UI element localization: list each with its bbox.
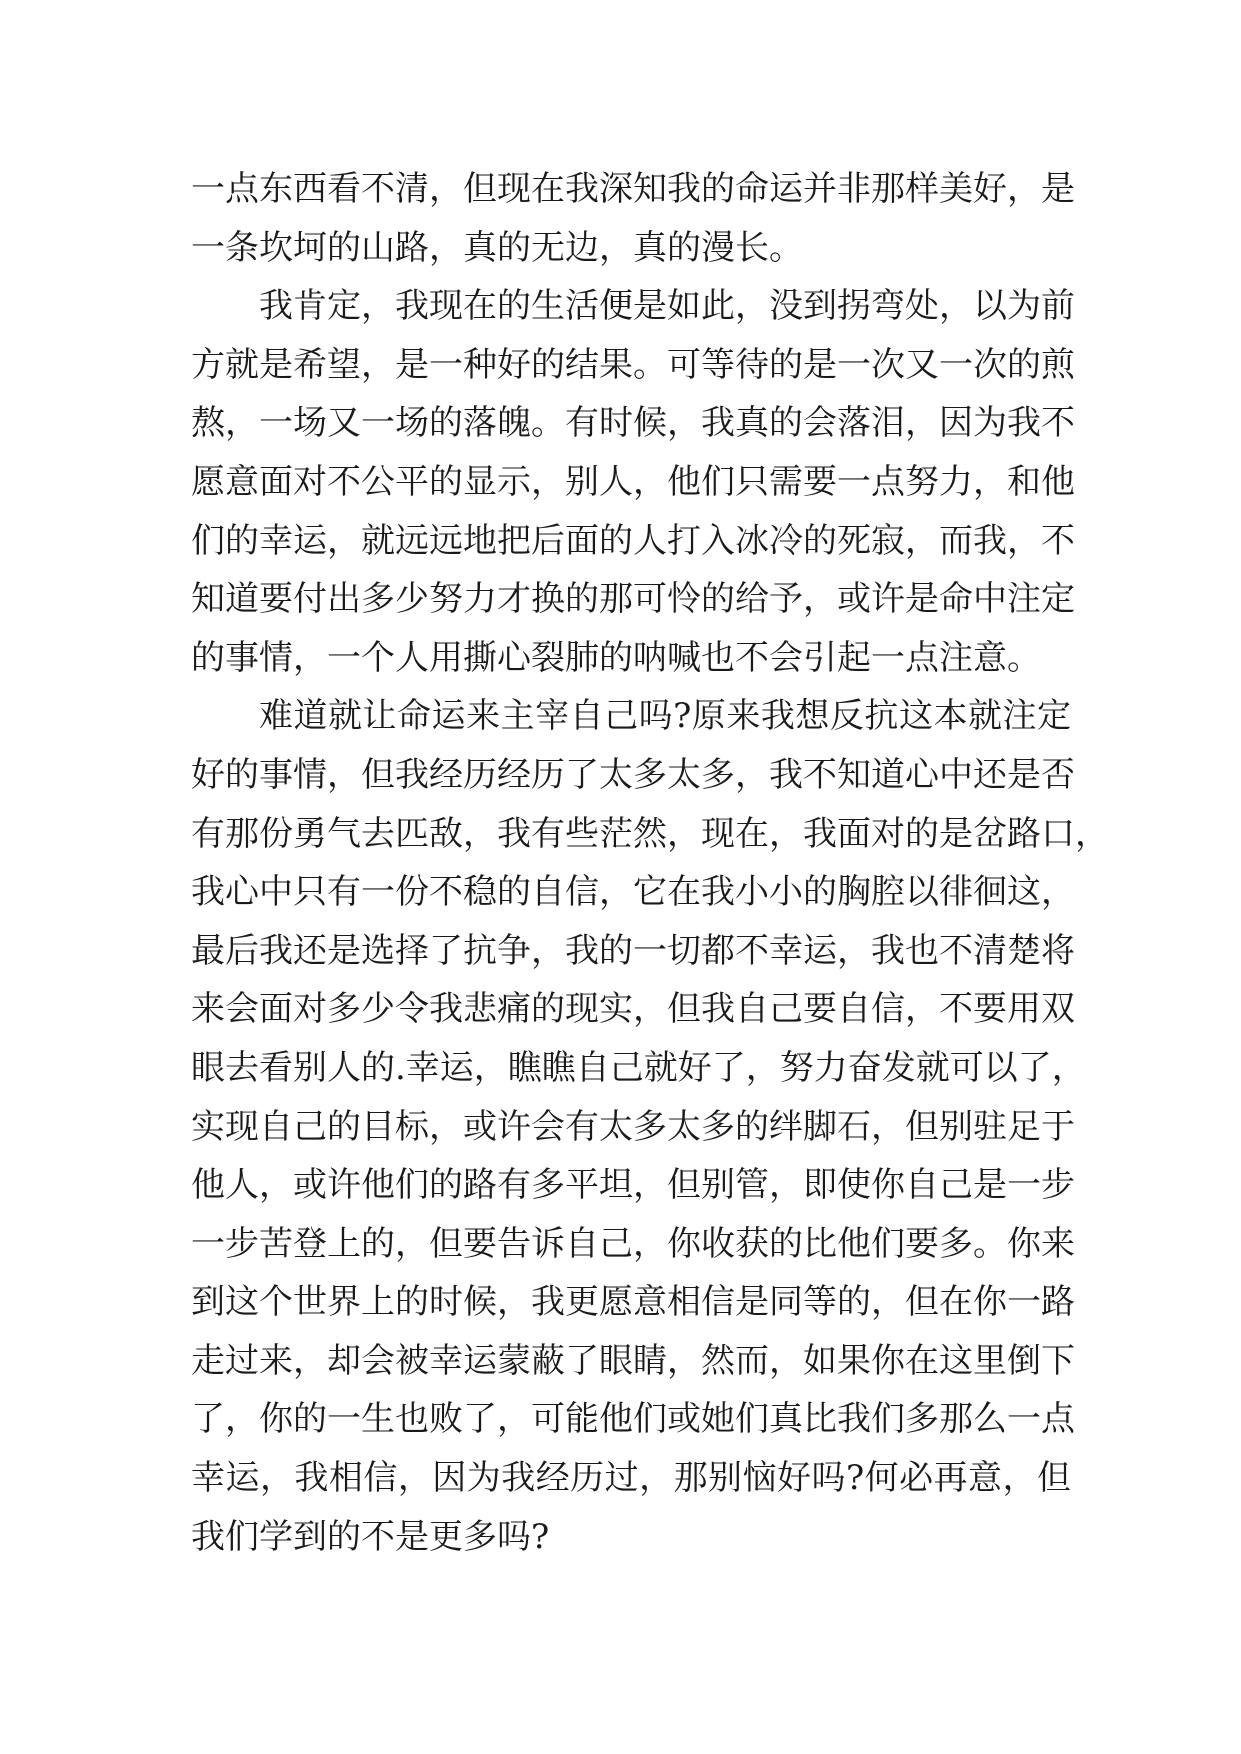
text-line: 的事情，一个人用撕心裂肺的呐喊也不会引起一点注意。 (191, 637, 1041, 678)
text-line: 最后我还是选择了抗争，我的一切都不幸运，我也不清楚将 (191, 930, 1075, 971)
text-line: 实现自己的目标，或许会有太多太多的绊脚石，但别驻足于 (191, 1106, 1075, 1147)
text-line: 有那份勇气去匹敌，我有些茫然，现在，我面对的是岔路口， (191, 813, 1109, 854)
paragraph-start-line: 难道就让命运来主宰自己吗?原来我想反抗这本就注定 (259, 696, 1071, 737)
text-line: 我心中只有一份不稳的自信，它在我小小的胸腔以徘徊这， (191, 872, 1075, 913)
text-line: 我们学到的不是更多吗? (191, 1516, 550, 1557)
text-line: 熬，一场又一场的落魄。有时候，我真的会落泪，因为我不 (191, 403, 1075, 444)
text-line: 眼去看别人的.幸运，瞧瞧自己就好了，努力奋发就可以了， (191, 1047, 1086, 1088)
text-line: 知道要付出多少努力才换的那可怜的给予，或许是命中注定 (191, 579, 1075, 620)
text-line: 他人，或许他们的路有多平坦，但别管，即使你自己是一步 (191, 1165, 1075, 1206)
text-line: 们的幸运，就远远地把后面的人打入冰冷的死寂，而我，不 (191, 520, 1075, 561)
text-line: 走过来，却会被幸运蒙蔽了眼睛，然而，如果你在这里倒下 (191, 1340, 1075, 1381)
paragraph-start-line: 我肯定，我现在的生活便是如此，没到拐弯处，以为前 (259, 286, 1075, 327)
essay-body (191, 160, 1109, 1566)
text-line: 来会面对多少令我悲痛的现实，但我自己要自信，不要用双 (191, 989, 1075, 1030)
text-line: 一步苦登上的，但要告诉自己，你收获的比他们要多。你来 (191, 1223, 1075, 1264)
text-line: 好的事情，但我经历经历了太多太多，我不知道心中还是否 (191, 754, 1075, 795)
text-line: 到这个世界上的时候，我更愿意相信是同等的，但在你一路 (191, 1282, 1075, 1323)
text-line: 愿意面对不公平的显示，别人，他们只需要一点努力，和他 (191, 461, 1075, 502)
text-line: 方就是希望，是一种好的结果。可等待的是一次又一次的煎 (191, 344, 1075, 385)
text-line: 一点东西看不清，但现在我深知我的命运并非那样美好，是 (191, 169, 1075, 209)
text-line: 幸运，我相信，因为我经历过，那别恼好吗?何必再意，但 (191, 1458, 1071, 1499)
text-line: 了，你的一生也败了，可能他们或她们真比我们多那么一点 (191, 1399, 1075, 1440)
text-line: 一条坎坷的山路，真的无边，真的漫长。 (191, 227, 803, 268)
